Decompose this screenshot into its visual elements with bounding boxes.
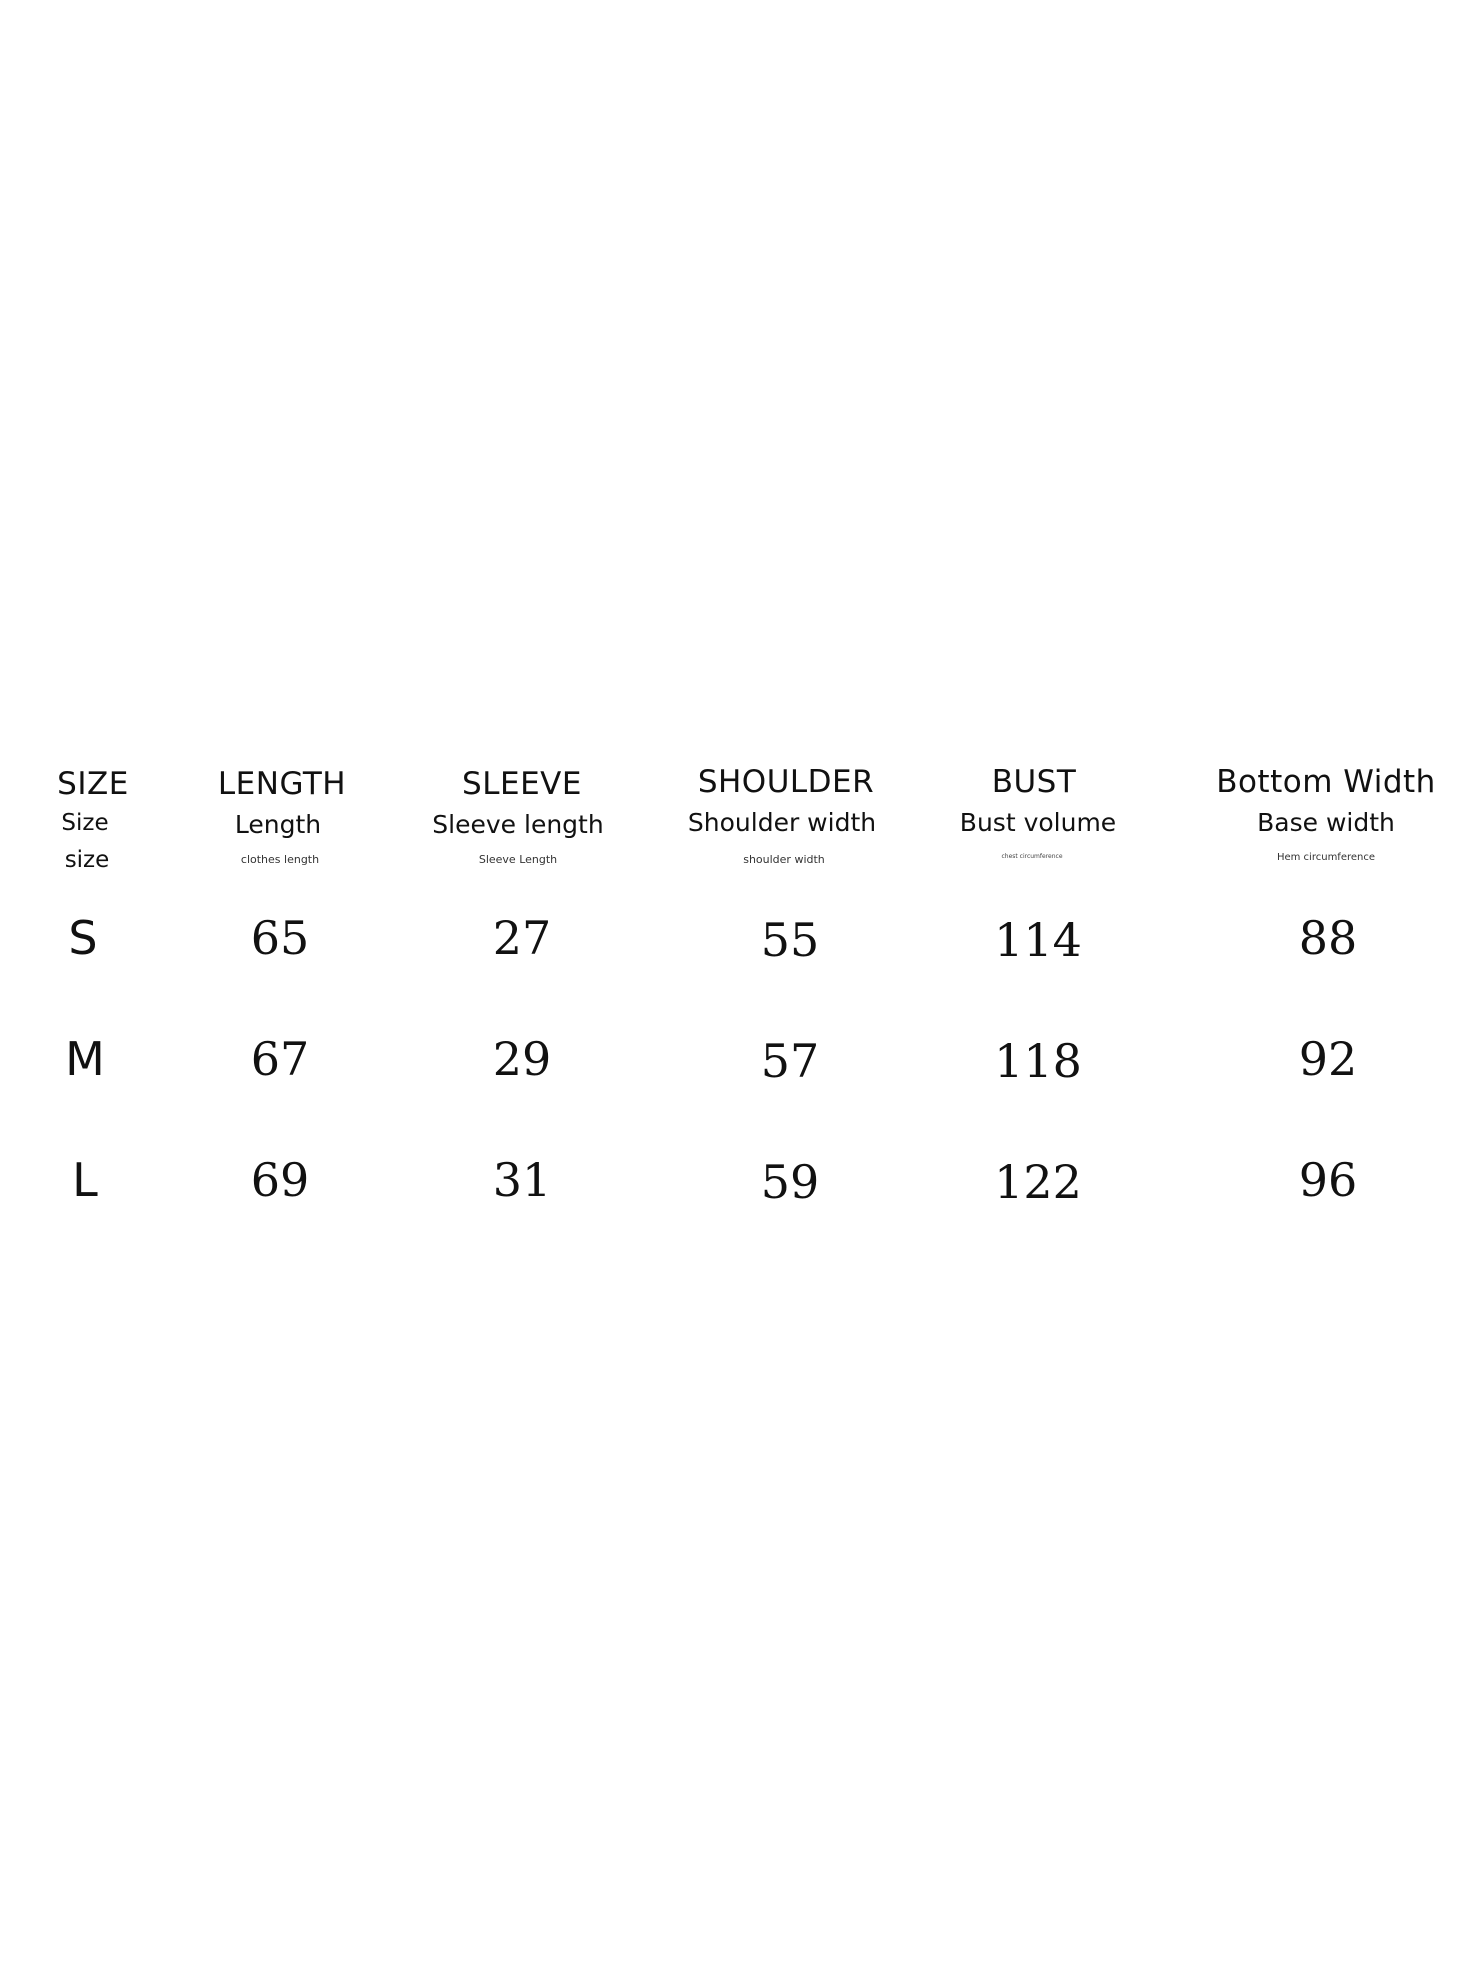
header-shoulder-note: shoulder width — [743, 853, 825, 866]
header-shoulder-subtitle: Shoulder width — [687, 808, 877, 837]
cell-shoulder: 55 — [760, 913, 820, 967]
cell-sleeve: 31 — [492, 1153, 552, 1207]
cell-length: 65 — [250, 911, 310, 965]
cell-bust: 118 — [994, 1034, 1082, 1088]
header-length-subtitle: Length — [234, 810, 322, 839]
header-size-subtitle: Size — [61, 810, 109, 836]
header-size-title: SIZE — [57, 766, 129, 802]
cell-shoulder: 57 — [760, 1034, 820, 1088]
cell-bottom: 92 — [1298, 1032, 1358, 1086]
cell-sleeve: 29 — [492, 1032, 552, 1086]
header-bottom-subtitle: Base width — [1257, 808, 1395, 837]
cell-size: M — [65, 1032, 105, 1086]
header-length-note: clothes length — [240, 853, 320, 866]
cell-length: 69 — [250, 1153, 310, 1207]
header-length-title: LENGTH — [217, 766, 347, 802]
cell-bust: 114 — [994, 913, 1082, 967]
header-bust-title: BUST — [991, 764, 1077, 800]
cell-bottom: 96 — [1298, 1153, 1358, 1207]
cell-size: S — [68, 911, 98, 965]
header-bust-subtitle: Bust volume — [959, 808, 1117, 837]
cell-shoulder: 59 — [760, 1155, 820, 1209]
header-size-note: size — [64, 847, 110, 873]
header-bottom-note: Hem circumference — [1276, 852, 1376, 863]
header-bottom-title: Bottom Width — [1216, 764, 1436, 800]
cell-bottom: 88 — [1298, 911, 1358, 965]
cell-sleeve: 27 — [492, 911, 552, 965]
cell-bust: 122 — [994, 1155, 1082, 1209]
header-sleeve-note: Sleeve Length — [478, 853, 558, 866]
cell-length: 67 — [250, 1032, 310, 1086]
cell-size: L — [72, 1153, 98, 1207]
header-bust-note: chest circumference — [1001, 853, 1063, 860]
header-shoulder-title: SHOULDER — [697, 764, 875, 800]
header-sleeve-title: SLEEVE — [462, 766, 582, 802]
header-sleeve-subtitle: Sleeve length — [432, 810, 604, 839]
